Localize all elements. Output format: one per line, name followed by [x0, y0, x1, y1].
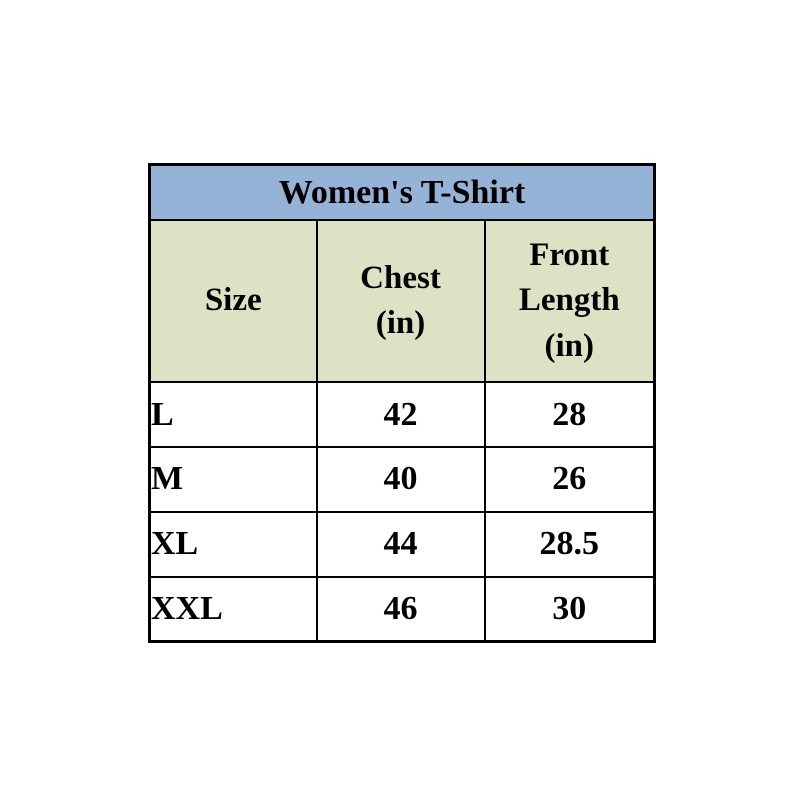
header-row [150, 220, 655, 382]
front-length-cell: 28.5 [485, 512, 655, 577]
column-header-front-length [485, 220, 655, 382]
header-line: (in) [544, 327, 594, 364]
column-header-chest [317, 220, 485, 382]
header-line: Front [529, 236, 610, 273]
header-line: Chest [360, 259, 441, 296]
header-line: (in) [375, 305, 426, 342]
chest-cell: 44 [317, 512, 485, 577]
chest-cell: 40 [317, 447, 485, 512]
chest-cell: 46 [317, 577, 485, 642]
table-row [150, 512, 655, 577]
chest-cell: 42 [317, 382, 485, 447]
title-row [150, 165, 655, 221]
size-cell: XXL [150, 577, 317, 642]
table-row [150, 382, 655, 447]
table-title: Women's T-Shirt [150, 165, 655, 221]
size-chart-table [148, 163, 656, 643]
front-length-cell: 26 [485, 447, 655, 512]
header-line: Length [518, 282, 620, 319]
size-cell: L [150, 382, 317, 447]
size-cell: M [150, 447, 317, 512]
front-length-cell: 28 [485, 382, 655, 447]
table-row [150, 447, 655, 512]
size-cell: XL [150, 512, 317, 577]
front-length-cell: 30 [485, 577, 655, 642]
table-row [150, 577, 655, 642]
column-header-size [150, 220, 317, 382]
header-line: Size [204, 282, 262, 319]
